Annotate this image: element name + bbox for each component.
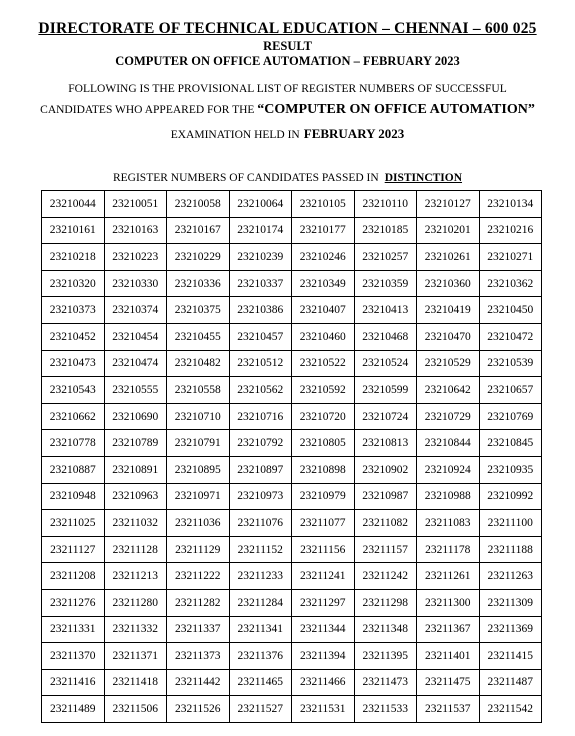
register-number-cell: 23211213: [104, 563, 167, 590]
register-number-cell: 23211348: [354, 616, 417, 643]
register-number-cell: 23210229: [167, 244, 230, 271]
intro-line-1: FOLLOWING IS THE PROVISIONAL LIST OF REGISTER NUMBERS OF SUCCESSFUL: [68, 83, 507, 95]
register-number-cell: 23211376: [229, 643, 292, 670]
register-number-cell: 23210935: [479, 456, 542, 483]
register-number-cell: 23211188: [479, 536, 542, 563]
register-number-cell: 23211401: [417, 643, 480, 670]
register-number-cell: 23211127: [42, 536, 105, 563]
register-number-cell: 23210470: [417, 323, 480, 350]
table-row: [42, 244, 542, 271]
register-number-cell: 23210201: [417, 217, 480, 244]
register-number-cell: 23210895: [167, 456, 230, 483]
register-number-cell: 23210161: [42, 217, 105, 244]
register-number-cell: 23210792: [229, 430, 292, 457]
register-number-cell: 23210813: [354, 430, 417, 457]
register-numbers-table: [41, 190, 542, 723]
table-row: [42, 563, 542, 590]
register-number-cell: 23210512: [229, 350, 292, 377]
register-number-cell: 23211156: [292, 536, 355, 563]
table-row: [42, 403, 542, 430]
register-number-cell: 23211077: [292, 510, 355, 537]
table-row: [42, 323, 542, 350]
register-number-cell: 23210257: [354, 244, 417, 271]
register-number-cell: 23210724: [354, 403, 417, 430]
register-number-cell: 23210375: [167, 297, 230, 324]
table-row: [42, 669, 542, 696]
table-row: [42, 616, 542, 643]
register-number-cell: 23210407: [292, 297, 355, 324]
register-number-cell: 23211473: [354, 669, 417, 696]
register-number-cell: 23210562: [229, 377, 292, 404]
register-number-cell: 23210657: [479, 377, 542, 404]
table-row: [42, 377, 542, 404]
register-number-cell: 23210239: [229, 244, 292, 271]
register-number-cell: 23211076: [229, 510, 292, 537]
register-number-cell: 23211241: [292, 563, 355, 590]
intro-line-3-prefix: EXAMINATION HELD IN: [170, 129, 300, 141]
register-number-cell: 23211300: [417, 589, 480, 616]
register-number-cell: 23211537: [417, 696, 480, 723]
register-number-cell: 23211331: [42, 616, 105, 643]
table-row: [42, 456, 542, 483]
table-row: [42, 483, 542, 510]
register-number-cell: 23210898: [292, 456, 355, 483]
register-number-cell: 23210789: [104, 430, 167, 457]
intro-line-2: [0, 102, 575, 118]
register-number-cell: 23210979: [292, 483, 355, 510]
register-number-cell: 23211370: [42, 643, 105, 670]
register-number-cell: 23210362: [479, 270, 542, 297]
register-number-cell: 23211157: [354, 536, 417, 563]
register-number-cell: 23210524: [354, 350, 417, 377]
register-number-cell: 23211369: [479, 616, 542, 643]
register-number-cell: 23211100: [479, 510, 542, 537]
register-number-cell: 23210971: [167, 483, 230, 510]
register-number-cell: 23210555: [104, 377, 167, 404]
section-heading: [0, 172, 575, 184]
register-number-cell: 23211367: [417, 616, 480, 643]
register-number-cell: 23210902: [354, 456, 417, 483]
register-number-cell: 23210330: [104, 270, 167, 297]
register-number-cell: 23210529: [417, 350, 480, 377]
register-number-cell: 23210720: [292, 403, 355, 430]
register-number-cell: 23210064: [229, 191, 292, 218]
register-number-cell: 23210992: [479, 483, 542, 510]
register-number-cell: 23210778: [42, 430, 105, 457]
register-number-cell: 23210051: [104, 191, 167, 218]
register-number-cell: 23210710: [167, 403, 230, 430]
register-number-cell: 23210642: [417, 377, 480, 404]
register-number-cell: 23211297: [292, 589, 355, 616]
table-row: [42, 643, 542, 670]
register-number-cell: 23211337: [167, 616, 230, 643]
register-number-cell: 23211415: [479, 643, 542, 670]
register-number-cell: 23210468: [354, 323, 417, 350]
register-number-cell: 23211128: [104, 536, 167, 563]
register-number-cell: 23210791: [167, 430, 230, 457]
register-number-cell: 23210543: [42, 377, 105, 404]
register-number-cell: 23211082: [354, 510, 417, 537]
register-number-cell: 23210246: [292, 244, 355, 271]
register-number-cell: 23210110: [354, 191, 417, 218]
register-number-cell: 23210163: [104, 217, 167, 244]
register-number-cell: 23211332: [104, 616, 167, 643]
register-number-cell: 23210386: [229, 297, 292, 324]
register-number-cell: 23210105: [292, 191, 355, 218]
register-number-cell: 23211242: [354, 563, 417, 590]
register-number-cell: 23211465: [229, 669, 292, 696]
register-number-cell: 23210167: [167, 217, 230, 244]
register-number-cell: 23211233: [229, 563, 292, 590]
register-number-cell: 23210413: [354, 297, 417, 324]
register-number-cell: 23210592: [292, 377, 355, 404]
register-number-cell: 23211533: [354, 696, 417, 723]
table-row: [42, 270, 542, 297]
register-number-cell: 23211442: [167, 669, 230, 696]
table-row: [42, 217, 542, 244]
register-number-cell: 23210455: [167, 323, 230, 350]
register-number-cell: 23211394: [292, 643, 355, 670]
register-number-cell: 23210599: [354, 377, 417, 404]
register-number-cell: 23210690: [104, 403, 167, 430]
register-number-cell: 23211032: [104, 510, 167, 537]
register-number-cell: 23211276: [42, 589, 105, 616]
directorate-title: DIRECTORATE OF TECHNICAL EDUCATION – CHENNAI – 600 025: [38, 20, 537, 37]
register-number-cell: 23210805: [292, 430, 355, 457]
register-number-cell: 23210457: [229, 323, 292, 350]
register-number-cell: 23211282: [167, 589, 230, 616]
intro-line-3: [0, 126, 575, 142]
register-number-cell: 23210460: [292, 323, 355, 350]
register-number-cell: 23210261: [417, 244, 480, 271]
register-number-cell: 23211280: [104, 589, 167, 616]
register-number-cell: 23211526: [167, 696, 230, 723]
register-number-cell: 23210845: [479, 430, 542, 457]
register-number-cell: 23211178: [417, 536, 480, 563]
register-number-cell: 23210134: [479, 191, 542, 218]
register-number-cell: 23210374: [104, 297, 167, 324]
register-number-cell: 23210844: [417, 430, 480, 457]
table-row: [42, 536, 542, 563]
register-number-cell: 23211261: [417, 563, 480, 590]
table-row: [42, 191, 542, 218]
register-number-cell: 23210218: [42, 244, 105, 271]
register-number-cell: 23211208: [42, 563, 105, 590]
register-number-cell: 23211036: [167, 510, 230, 537]
section-class: DISTINCTION: [384, 172, 463, 184]
table-row: [42, 589, 542, 616]
register-number-cell: 23211309: [479, 589, 542, 616]
register-number-cell: 23210973: [229, 483, 292, 510]
register-number-cell: 23210337: [229, 270, 292, 297]
table-row: [42, 430, 542, 457]
register-number-cell: 23210058: [167, 191, 230, 218]
intro-line-2-prefix: CANDIDATES WHO APPEARED FOR THE: [40, 104, 258, 116]
register-number-cell: 23210454: [104, 323, 167, 350]
register-number-cell: 23210177: [292, 217, 355, 244]
register-number-cell: 23211344: [292, 616, 355, 643]
register-number-cell: 23210373: [42, 297, 105, 324]
register-number-cell: 23211083: [417, 510, 480, 537]
register-number-cell: 23211284: [229, 589, 292, 616]
register-number-cell: 23210769: [479, 403, 542, 430]
table-row: [42, 696, 542, 723]
register-number-cell: 23210558: [167, 377, 230, 404]
table-row: [42, 297, 542, 324]
register-number-cell: 23210662: [42, 403, 105, 430]
register-number-cell: 23210419: [417, 297, 480, 324]
register-number-cell: 23210360: [417, 270, 480, 297]
register-number-cell: 23211475: [417, 669, 480, 696]
register-number-cell: 23210271: [479, 244, 542, 271]
register-number-cell: 23211542: [479, 696, 542, 723]
register-number-cell: 23211487: [479, 669, 542, 696]
intro-exam-date: FEBRUARY 2023: [303, 126, 405, 141]
register-number-cell: 23211466: [292, 669, 355, 696]
register-number-cell: 23211341: [229, 616, 292, 643]
register-number-cell: 23210897: [229, 456, 292, 483]
register-number-cell: 23210987: [354, 483, 417, 510]
register-number-cell: 23211395: [354, 643, 417, 670]
register-number-cell: 23210450: [479, 297, 542, 324]
register-number-cell: 23210891: [104, 456, 167, 483]
intro-exam-name: “COMPUTER ON OFFICE AUTOMATION”: [257, 102, 535, 117]
register-number-cell: 23210359: [354, 270, 417, 297]
register-number-cell: 23211506: [104, 696, 167, 723]
section-label: REGISTER NUMBERS OF CANDIDATES PASSED IN: [112, 172, 379, 184]
register-number-cell: 23211298: [354, 589, 417, 616]
register-number-cell: 23210472: [479, 323, 542, 350]
register-number-cell: 23210127: [417, 191, 480, 218]
register-number-cell: 23211129: [167, 536, 230, 563]
register-number-cell: 23210924: [417, 456, 480, 483]
register-number-cell: 23211025: [42, 510, 105, 537]
register-number-cell: 23211489: [42, 696, 105, 723]
register-number-cell: 23210174: [229, 217, 292, 244]
register-number-cell: 23210223: [104, 244, 167, 271]
result-heading: RESULT: [263, 39, 312, 53]
register-number-cell: 23211416: [42, 669, 105, 696]
register-number-cell: 23210988: [417, 483, 480, 510]
register-number-cell: 23211371: [104, 643, 167, 670]
register-number-cell: 23210044: [42, 191, 105, 218]
register-number-cell: 23210948: [42, 483, 105, 510]
register-number-cell: 23210473: [42, 350, 105, 377]
register-number-cell: 23211373: [167, 643, 230, 670]
register-number-cell: 23210887: [42, 456, 105, 483]
register-number-cell: 23210729: [417, 403, 480, 430]
register-number-cell: 23211222: [167, 563, 230, 590]
register-number-cell: 23211531: [292, 696, 355, 723]
register-number-cell: 23211152: [229, 536, 292, 563]
register-number-cell: 23211418: [104, 669, 167, 696]
exam-title: COMPUTER ON OFFICE AUTOMATION – FEBRUARY 2023: [115, 54, 460, 68]
register-number-cell: 23210216: [479, 217, 542, 244]
register-number-cell: 23210474: [104, 350, 167, 377]
register-number-cell: 23210320: [42, 270, 105, 297]
register-number-cell: 23210185: [354, 217, 417, 244]
register-number-cell: 23210336: [167, 270, 230, 297]
register-number-cell: 23210963: [104, 483, 167, 510]
table-row: [42, 350, 542, 377]
register-number-cell: 23210482: [167, 350, 230, 377]
register-number-cell: 23211263: [479, 563, 542, 590]
register-number-cell: 23210539: [479, 350, 542, 377]
table-row: [42, 510, 542, 537]
register-number-cell: 23210452: [42, 323, 105, 350]
register-number-cell: 23211527: [229, 696, 292, 723]
register-number-cell: 23210349: [292, 270, 355, 297]
register-number-cell: 23210716: [229, 403, 292, 430]
register-number-cell: 23210522: [292, 350, 355, 377]
